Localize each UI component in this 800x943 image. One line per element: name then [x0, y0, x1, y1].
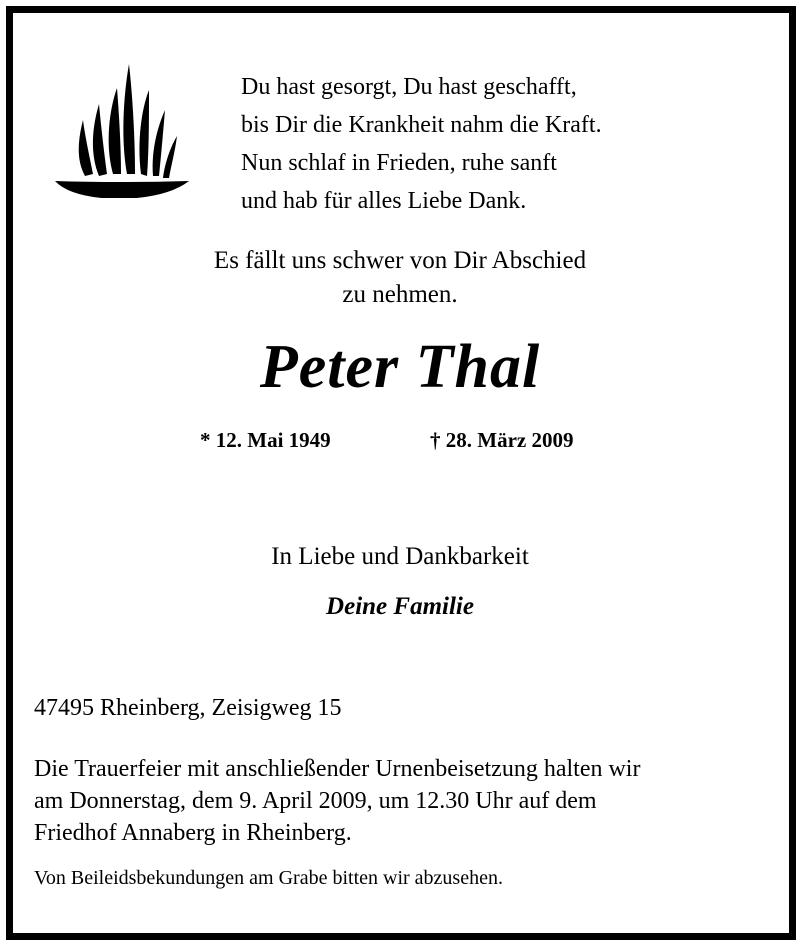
address: 47495 Rheinberg, Zeisigweg 15	[34, 695, 342, 721]
poem-line: bis Dir die Krankheit nahm die Kraft.	[241, 112, 602, 138]
poem	[241, 68, 602, 220]
death-date: † 28. März 2009	[430, 428, 574, 452]
service-line: Die Trauerfeier mit anschließender Urnenbeisetzung halten wir	[34, 756, 641, 782]
poem-line: und hab für alles Liebe Dank.	[241, 188, 527, 214]
deceased-name: Peter Thal	[259, 333, 541, 401]
farewell-line: Es fällt uns schwer von Dir Abschied	[213, 247, 587, 274]
farewell-line: zu nehmen.	[342, 281, 458, 308]
service-line: am Donnerstag, dem 9. April 2009, um 12.30 Uhr auf dem	[34, 788, 597, 814]
farewell-message	[0, 244, 800, 312]
condolence-note: Von Beileidsbekundungen am Grabe bitten wir abzusehen.	[34, 867, 503, 889]
poem-line: Du hast gesorgt, Du hast geschafft,	[241, 74, 577, 100]
family-signature: Deine Familie	[326, 593, 474, 620]
flame-bowl-icon	[49, 48, 189, 198]
service-line: Friedhof Annaberg in Rheinberg.	[34, 820, 352, 846]
funeral-service-info	[34, 753, 640, 849]
poem-line: Nun schlaf in Frieden, ruhe sanft	[241, 150, 557, 176]
gratitude-line: In Liebe und Dankbarkeit	[271, 543, 529, 570]
birth-date: * 12. Mai 1949	[200, 428, 331, 452]
